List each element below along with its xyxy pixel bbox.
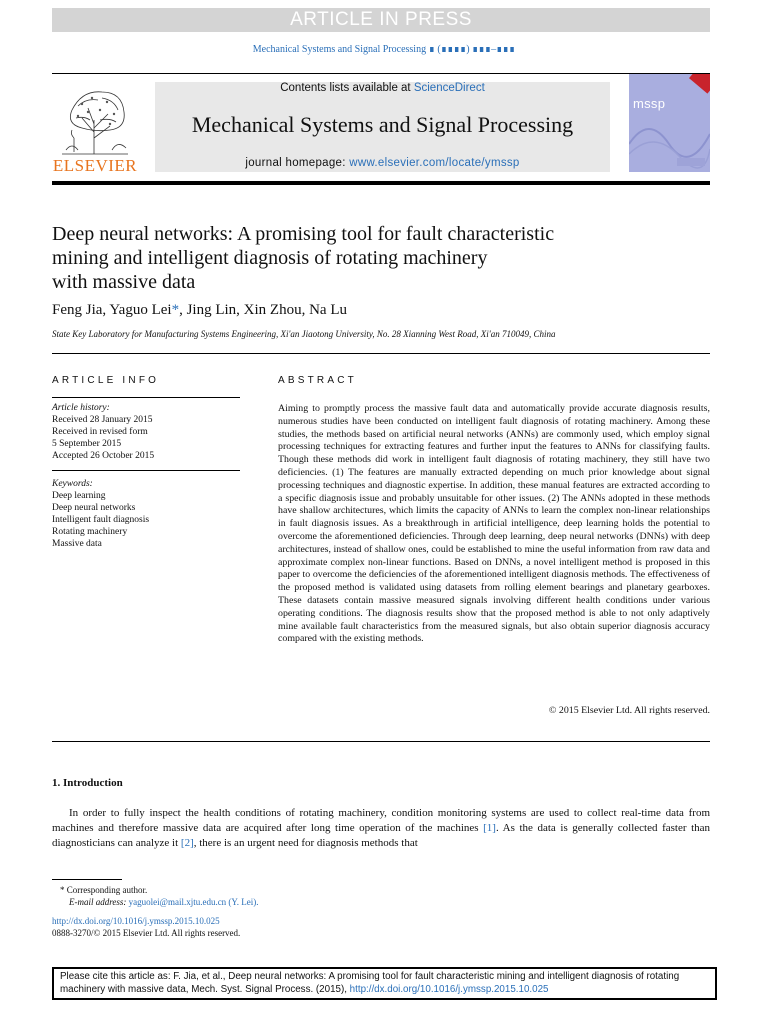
header-top-rule (52, 73, 710, 74)
reference-link[interactable]: [2] (180, 837, 194, 849)
cite-this-article-box (52, 967, 717, 1000)
title-line: mining and intelligent diagnosis of rotating machinery (52, 247, 488, 269)
keyword-item: Deep learning (52, 491, 106, 501)
email-link[interactable]: yaguolei@mail.xjtu.edu.cn (Y. Lei). (128, 897, 259, 907)
intro-text: In order to fully inspect the health conditions of rotating machinery, condition monitoring systems are used to collect real-time data from machines and therefore massive data are acquired after long time operation of the machines (52, 807, 710, 834)
header-bottom-rule (52, 181, 710, 185)
keyword-item: Rotating machinery (52, 527, 128, 537)
homepage-link[interactable]: www.elsevier.com/locate/ymssp (349, 157, 520, 169)
authors-part-a: Feng Jia, Yaguo Lei (52, 302, 172, 318)
elsevier-wordmark: ELSEVIER (52, 156, 138, 175)
abstract-end-rule (52, 741, 710, 742)
cite-text: Please cite this article as: F. Jia, et al., Deep neural networks: A promising tool for fault characteristic mining and intelligent diagnosis of rotating machinery with massive data, Mech. Syst. Signal Process. (2015), (60, 971, 680, 995)
keyword-item: Deep neural networks (52, 503, 136, 513)
doi-link[interactable]: http://dx.doi.org/10.1016/j.ymssp.2015.10.025 (52, 916, 220, 926)
article-in-press-banner: ARTICLE IN PRESS (52, 8, 710, 32)
corresponding-author-marker[interactable]: * (171, 302, 180, 318)
email-label: E-mail address: (69, 897, 129, 907)
keywords-rule (52, 470, 240, 471)
sciencedirect-link[interactable]: ScienceDirect (413, 82, 485, 94)
introduction-paragraph (52, 806, 710, 851)
corresponding-author-note: * Corresponding author. (60, 885, 148, 895)
cite-doi-link[interactable]: http://dx.doi.org/10.1016/j.ymssp.2015.10.025 (349, 984, 549, 995)
intro-text: , there is an urgent need for diagnosis methods that (193, 837, 418, 849)
journal-citation-line[interactable]: Mechanical Systems and Signal Processing ∎ (∎∎∎∎) ∎∎∎–∎∎∎ (252, 44, 516, 55)
contents-line (155, 82, 610, 94)
article-info-rule (52, 397, 240, 398)
introduction-heading: 1. Introduction (52, 777, 123, 789)
issn-line: 0888-3270/© 2015 Elsevier Ltd. All rights reserved. (52, 928, 241, 938)
keyword-item: Massive data (52, 539, 102, 549)
journal-homepage-line (155, 157, 610, 169)
footnotes (52, 884, 259, 939)
article-title (52, 222, 652, 294)
cover-wave-graphic (629, 74, 710, 172)
footnote-rule (52, 879, 122, 880)
email-line (52, 896, 259, 908)
journal-cover-thumbnail[interactable] (629, 74, 710, 172)
homepage-prefix: journal homepage: (245, 157, 350, 169)
journal-name: Mechanical Systems and Signal Processing (191, 112, 574, 137)
article-history (52, 402, 154, 462)
title-line: with massive data (52, 271, 196, 293)
history-item: 5 September 2015 (52, 439, 122, 449)
author-list (52, 302, 347, 319)
keywords-block (52, 478, 149, 550)
abstract-copyright: © 2015 Elsevier Ltd. All rights reserved. (548, 705, 710, 716)
front-matter-rule (52, 353, 710, 354)
intro-text: . As the data is generally collected faster than diagnosticians can analyze it (52, 822, 711, 849)
article-info-heading: ARTICLE INFO (52, 375, 160, 386)
contents-prefix: Contents lists available at (280, 82, 414, 94)
abstract-heading: ABSTRACT (278, 375, 357, 386)
history-item: Received in revised form (52, 427, 148, 437)
reference-link[interactable]: [1] (483, 822, 496, 834)
history-label: Article history: (52, 403, 110, 413)
history-item: Received 28 January 2015 (52, 415, 153, 425)
history-item: Accepted 26 October 2015 (52, 451, 155, 461)
title-line: Deep neural networks: A promising tool for fault characteristic (52, 223, 555, 245)
affiliation: State Key Laboratory for Manufacturing Systems Engineering, Xi'an Jiaotong University, No. 28 Xianning West Road, Xi'an 710049, China (52, 329, 556, 339)
keyword-item: Intelligent fault diagnosis (52, 515, 150, 525)
cover-title: mssp (633, 96, 666, 111)
authors-part-b: , Jing Lin, Xin Zhou, Na Lu (179, 302, 347, 318)
abstract-text: Aiming to promptly process the massive fault data and automatically provide accurate diagnosis results, numerous studies have been conducted on intelligent fault diagnosis of rotating machinery. Among these studies, the methods based on artificial neural networks (ANNs) are commonly used, which employ signal processing techniques for extracting features and further input the features to ANNs for classifying faults. Though these methods did work in intelligent fault diagnosis of rotating machinery, they still have two deficiencies. (1) The features are manually extracted depending on much prior knowledge about signal processing techniques and diagnostic expertise. In addition, these manual features are extracted according to a specific diagnosis issue and probably unsuitable for other issues. (2) The ANNs adopted in these methods have shallow architectures, which limits the capacity of ANNs to learn the complex non-linear relationships in fault diagnosis issues. As a breakthrough in artificial intelligence, deep learning holds the potential to overcome the aforementioned deficiencies. Through deep learning, deep neural networks (DNNs) with deep architectures, instead of shallow ones, could be established to mine the useful information from raw data and approximate complex non-linear functions. Based on DNNs, a novel intelligent method is proposed in this paper to overcome the deficiencies of the aforementioned intelligent diagnosis methods. The effectiveness of the proposed method is validated using datasets from rolling element bearings and planetary gearboxes. These datasets contain massive measured signals involving different health conditions under various operating conditions. The diagnosis results show that the proposed method is able to not only adaptively mine available fault characteristics from the measured signals, but also obtain superior diagnosis accuracy compared with the existing methods. (278, 403, 710, 645)
journal-header-box (155, 82, 610, 172)
keywords-label: Keywords: (52, 479, 93, 489)
